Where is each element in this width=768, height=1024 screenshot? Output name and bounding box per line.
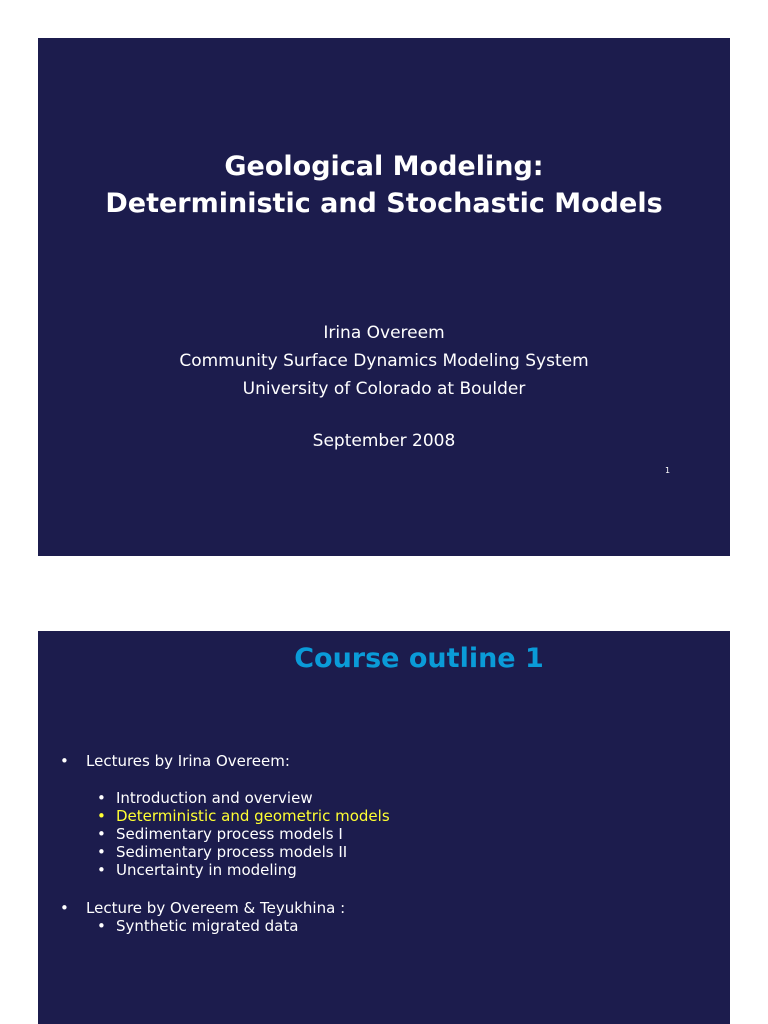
sub-bullet-item: • Synthetic migrated data — [86, 917, 700, 935]
sub-bullet-list — [86, 789, 700, 879]
sub-bullet-item: • Sedimentary process models I — [86, 825, 700, 843]
slide-title: Course outline 1 — [294, 643, 544, 674]
university-name: University of Colorado at Boulder — [242, 379, 526, 399]
author-name: Irina Overeem — [323, 323, 445, 343]
slide-title — [38, 148, 730, 222]
title-slide — [38, 38, 730, 556]
title-line-2: Deterministic and Stochastic Models — [105, 188, 663, 219]
bullet-label: Lectures by Irina Overeem: — [86, 752, 290, 770]
sub-bullet-item: • Sedimentary process models II — [86, 843, 700, 861]
presentation-date: September 2008 — [312, 431, 456, 451]
sub-bullet-list — [86, 917, 700, 935]
page-number: 1 — [665, 466, 671, 475]
bullet-list — [60, 752, 700, 935]
sub-bullet-item: • Introduction and overview — [86, 789, 700, 807]
sub-bullet-item-highlighted: • Deterministic and geometric models — [86, 807, 700, 825]
author-block — [38, 319, 730, 403]
bullet-item — [60, 752, 700, 879]
bullet-item — [60, 899, 700, 935]
bullet-label: Lecture by Overeem & Teyukhina : — [86, 899, 346, 917]
course-outline-slide — [38, 631, 730, 1024]
organization-name: Community Surface Dynamics Modeling System — [179, 351, 589, 371]
title-line-1: Geological Modeling: — [224, 151, 544, 182]
sub-bullet-item: • Uncertainty in modeling — [86, 861, 700, 879]
